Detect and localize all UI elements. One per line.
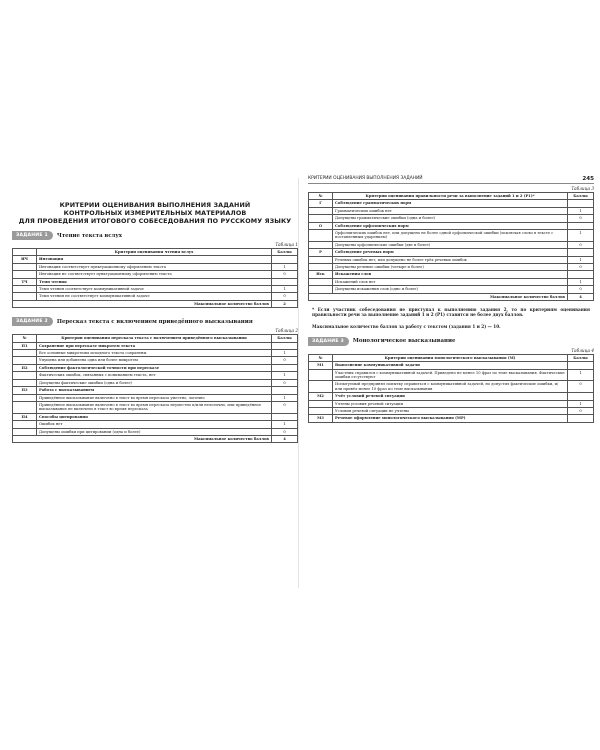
criterion-text: Участник справился с коммуникативной задачей. Приведено не менее 10 фраз по теме высказывания. Фактические ошибки отсутствуют [333, 369, 568, 381]
criterion-text: Орфоэпических ошибок нет, или допущено не более одной орфоэпической ошибки (исключая слово в тексте с поставленным ударением) [333, 230, 568, 242]
score-cell: 0 [272, 357, 298, 364]
table-row [309, 278, 594, 285]
column-header: Критерии оценивания чтения вслух [37, 249, 272, 256]
table-row [309, 207, 594, 214]
column-header: № [309, 354, 333, 361]
task-title: Пересказ текста с включением приведённого высказывания [56, 318, 253, 325]
score-cell: 1 [568, 278, 594, 285]
score-cell: 0 [272, 379, 298, 386]
criterion-text: Соблюдение речевых норм [333, 249, 568, 256]
score-cell: 1 [272, 372, 298, 379]
score-cell: 0 [272, 401, 298, 413]
criterion-text: Учёт условий речевой ситуации [333, 393, 568, 400]
score-cell [272, 387, 298, 394]
table-row [309, 200, 594, 207]
table-row [309, 222, 594, 229]
criterion-text: Соблюдение фактологической точности при пересказе [37, 364, 272, 371]
table-4 [308, 354, 594, 423]
score-cell [568, 200, 594, 207]
score-cell: 0 [568, 264, 594, 271]
max-score-label: Максимальное количество баллов [13, 435, 272, 442]
page-number: 245 [582, 176, 594, 182]
criterion-text: Приведённое высказывание включено в текст во время пересказа неуместно и/или нелогично, или приведённое высказывание не включено в текст во время пересказа [37, 401, 272, 413]
criterion-text: Речевых ошибок нет, или допущено не более трёх речевых ошибок [333, 256, 568, 263]
column-header: Баллы [272, 249, 298, 256]
criterion-code: М1 [309, 362, 333, 369]
table-row [13, 413, 298, 420]
table-row [13, 342, 298, 349]
table-row [309, 393, 594, 400]
criterion-text: Допущены речевые ошибки (четыре и более) [333, 264, 568, 271]
criterion-code [13, 394, 37, 401]
criterion-text: Темп чтения соответствует коммуникативной задаче [37, 286, 272, 293]
criterion-code [13, 379, 37, 386]
table-caption: Таблица 2 [275, 328, 298, 334]
table-1 [12, 248, 298, 308]
criterion-text: Условия речевой ситуации не учтены [333, 407, 568, 414]
criterion-code [309, 400, 333, 407]
table-row [309, 362, 594, 369]
criterion-text: Соблюдение грамматических норм [333, 200, 568, 207]
score-cell: 1 [272, 286, 298, 293]
task-badge: ЗАДАНИЕ 2 [12, 317, 53, 326]
table-caption: Таблица 4 [571, 347, 594, 353]
max-score-label: Максимальное количество баллов [13, 300, 272, 307]
score-cell: 1 [272, 263, 298, 270]
task-badge: ЗАДАНИЕ 1 [12, 231, 53, 240]
score-cell [272, 413, 298, 420]
criterion-code [309, 215, 333, 222]
table-row [309, 369, 594, 381]
criterion-text: Искажения слов [333, 271, 568, 278]
score-cell: 1 [568, 369, 594, 381]
score-cell [568, 393, 594, 400]
criterion-code [309, 207, 333, 214]
max-score-label: Максимальное количество баллов [309, 293, 568, 300]
criterion-text: Работа с высказыванием [37, 387, 272, 394]
criterion-code: П1 [13, 342, 37, 349]
criterion-text: Допущены искажения слов (одно и более) [333, 286, 568, 293]
table-row [13, 350, 298, 357]
table-row [13, 364, 298, 371]
task-title: Чтение текста вслух [56, 232, 122, 239]
table-row [13, 428, 298, 435]
criterion-code [309, 264, 333, 271]
score-cell [568, 271, 594, 278]
criterion-text: Допущены орфоэпические ошибки (две и более) [333, 241, 568, 248]
table-caption: Таблица 1 [275, 242, 298, 247]
score-cell: 0 [568, 241, 594, 248]
column-header: Критерии оценивания пересказа текста с включением приведённого высказывания [37, 335, 272, 342]
score-cell [272, 278, 298, 285]
criterion-code: Иск [309, 271, 333, 278]
max-score-value: 2 [272, 300, 298, 307]
criterion-code: Г [309, 200, 333, 207]
criterion-text: Приведённое высказывание включено в текст во время пересказа уместно, логично [37, 394, 272, 401]
table-row [13, 379, 298, 386]
left-page [12, 178, 298, 443]
criterion-text: Ошибок нет [37, 421, 272, 428]
column-header: Критерии оценивания монологического высказывания (М) [333, 354, 568, 361]
criterion-code [13, 271, 37, 278]
criterion-text: Допущены фактические ошибки (одна и более) [37, 379, 272, 386]
column-header: Баллы [568, 193, 594, 200]
score-cell: 1 [272, 350, 298, 357]
table-row [13, 372, 298, 379]
max-score-value: 4 [568, 293, 594, 300]
table-row [13, 278, 298, 285]
table-3 [308, 192, 594, 301]
score-cell [272, 256, 298, 263]
criterion-code [309, 230, 333, 242]
table-row [309, 400, 594, 407]
criterion-code [309, 278, 333, 285]
criterion-code: ИЧ [13, 256, 37, 263]
title-line: ДЛЯ ПРОВЕДЕНИЯ ИТОГОВОГО СОБЕСЕДОВАНИЯ ПО РУССКОМУ ЯЗЫКУ [18, 217, 292, 225]
score-cell [272, 364, 298, 371]
criterion-text: Речевое оформление монологического высказывания (МР) [333, 415, 568, 422]
book-spread [0, 178, 600, 588]
task-3-heading [308, 337, 594, 346]
score-cell: 0 [568, 381, 594, 393]
right-page [308, 178, 594, 423]
document-title [12, 201, 298, 225]
criterion-code [13, 350, 37, 357]
task-badge: ЗАДАНИЕ 3 [308, 337, 349, 346]
column-header: Баллы [272, 335, 298, 342]
criterion-text: Испытуемый предпринял попытку справиться с коммуникативной задачей, но допустил фактические ошибки, и/или привёл менее 10 фраз по теме высказывания [333, 381, 568, 393]
criterion-text: Интонация [37, 256, 272, 263]
title-line: КОНТРОЛЬНЫХ ИЗМЕРИТЕЛЬНЫХ МАТЕРИАЛОВ [63, 209, 247, 217]
score-cell: 0 [568, 215, 594, 222]
criterion-code [13, 293, 37, 300]
criterion-text: Темп чтения [37, 278, 272, 285]
criterion-code [13, 428, 37, 435]
table-row [13, 421, 298, 428]
column-header [13, 249, 37, 256]
score-cell [568, 362, 594, 369]
score-cell: 0 [272, 428, 298, 435]
criterion-code: П4 [13, 413, 37, 420]
title-line: КРИТЕРИИ ОЦЕНИВАНИЯ ВЫПОЛНЕНИЯ ЗАДАНИЙ [59, 201, 251, 209]
score-cell: 1 [568, 400, 594, 407]
table-row [309, 415, 594, 422]
table-row [13, 387, 298, 394]
score-cell: 1 [568, 207, 594, 214]
score-cell: 0 [272, 293, 298, 300]
table-row [309, 215, 594, 222]
column-header: № [309, 193, 333, 200]
max-score-value: 4 [272, 435, 298, 442]
table-row [309, 230, 594, 242]
criterion-code [309, 381, 333, 393]
score-cell: 0 [568, 407, 594, 414]
criterion-code: М2 [309, 393, 333, 400]
table-row [13, 286, 298, 293]
footnote: * Если участник собеседования не приступал к выполнению задания 2, то по критериям оценивания правильности речи за выполнение заданий 1 и 2 (Р1) ставится не более двух баллов. [312, 307, 590, 318]
score-cell: 0 [272, 271, 298, 278]
criterion-text: Все основные микротемы исходного текста сохранены [37, 350, 272, 357]
column-header: Критерии оценивания правильности речи за выполнение заданий 1 и 2 (Р1)* [333, 193, 568, 200]
criterion-text: Учтены условия речевой ситуации [333, 400, 568, 407]
table-row [13, 394, 298, 401]
criterion-text: Упущена или добавлена одна или более микротем [37, 357, 272, 364]
score-cell: 0 [568, 286, 594, 293]
criterion-text: Выполнение коммуникативной задачи [333, 362, 568, 369]
score-cell: 1 [568, 230, 594, 242]
criterion-text: Сохранение при пересказе микротем текста [37, 342, 272, 349]
max-total-note: Максимальное количество баллов за работу с текстом (задания 1 и 2) — 10. [312, 323, 501, 329]
score-cell [568, 249, 594, 256]
table-row [13, 357, 298, 364]
score-cell: 1 [272, 421, 298, 428]
criterion-text: Искажений слов нет [333, 278, 568, 285]
task-1-heading [12, 231, 298, 240]
criterion-code [13, 263, 37, 270]
table-row [309, 286, 594, 293]
table-row [13, 271, 298, 278]
task-2-heading [12, 317, 298, 326]
criterion-text: Способы цитирования [37, 413, 272, 420]
criterion-code [309, 256, 333, 263]
criterion-code [13, 372, 37, 379]
criterion-code: П2 [13, 364, 37, 371]
criterion-text: Интонация соответствует пунктуационному оформлению текста [37, 263, 272, 270]
table-row [13, 263, 298, 270]
table-row [13, 256, 298, 263]
running-header [308, 176, 594, 184]
criterion-code [13, 401, 37, 413]
score-cell [272, 342, 298, 349]
table-row [309, 271, 594, 278]
table-caption: Таблица 3 [571, 186, 594, 191]
table-row [13, 401, 298, 413]
criterion-code [309, 369, 333, 381]
table-row [309, 381, 594, 393]
score-cell: 1 [272, 394, 298, 401]
score-cell [568, 222, 594, 229]
criterion-code [13, 357, 37, 364]
criterion-code [13, 286, 37, 293]
table-row [309, 407, 594, 414]
criterion-code: Р [309, 249, 333, 256]
page-gutter [298, 178, 299, 588]
score-cell: 1 [568, 256, 594, 263]
criterion-text: Грамматических ошибок нет [333, 207, 568, 214]
criterion-code: ТЧ [13, 278, 37, 285]
table-row [309, 241, 594, 248]
table-2 [12, 334, 298, 443]
criterion-code: О [309, 222, 333, 229]
criterion-text: Фактических ошибок, связанных с пониманием текста, нет [37, 372, 272, 379]
criterion-code [13, 421, 37, 428]
criterion-code [309, 286, 333, 293]
table-row [309, 249, 594, 256]
criterion-code: П3 [13, 387, 37, 394]
criterion-text: Соблюдение орфоэпических норм [333, 222, 568, 229]
score-cell [568, 415, 594, 422]
running-title: КРИТЕРИИ ОЦЕНИВАНИЯ ВЫПОЛНЕНИЯ ЗАДАНИЙ [308, 176, 423, 181]
criterion-text: Темп чтения не соответствует коммуникативной задаче [37, 293, 272, 300]
table-row [13, 293, 298, 300]
criterion-code [309, 407, 333, 414]
table-row [309, 264, 594, 271]
criterion-code [309, 241, 333, 248]
table-row [309, 256, 594, 263]
column-header: № [13, 335, 37, 342]
criterion-code: М3 [309, 415, 333, 422]
task-title: Монологическое высказывание [352, 338, 456, 345]
criterion-text: Допущены грамматические ошибки (одна и более) [333, 215, 568, 222]
column-header: Баллы [568, 354, 594, 361]
criterion-text: Интонация не соответствует пунктуационному оформлению текста [37, 271, 272, 278]
criterion-text: Допущены ошибки при цитировании (одна и более) [37, 428, 272, 435]
